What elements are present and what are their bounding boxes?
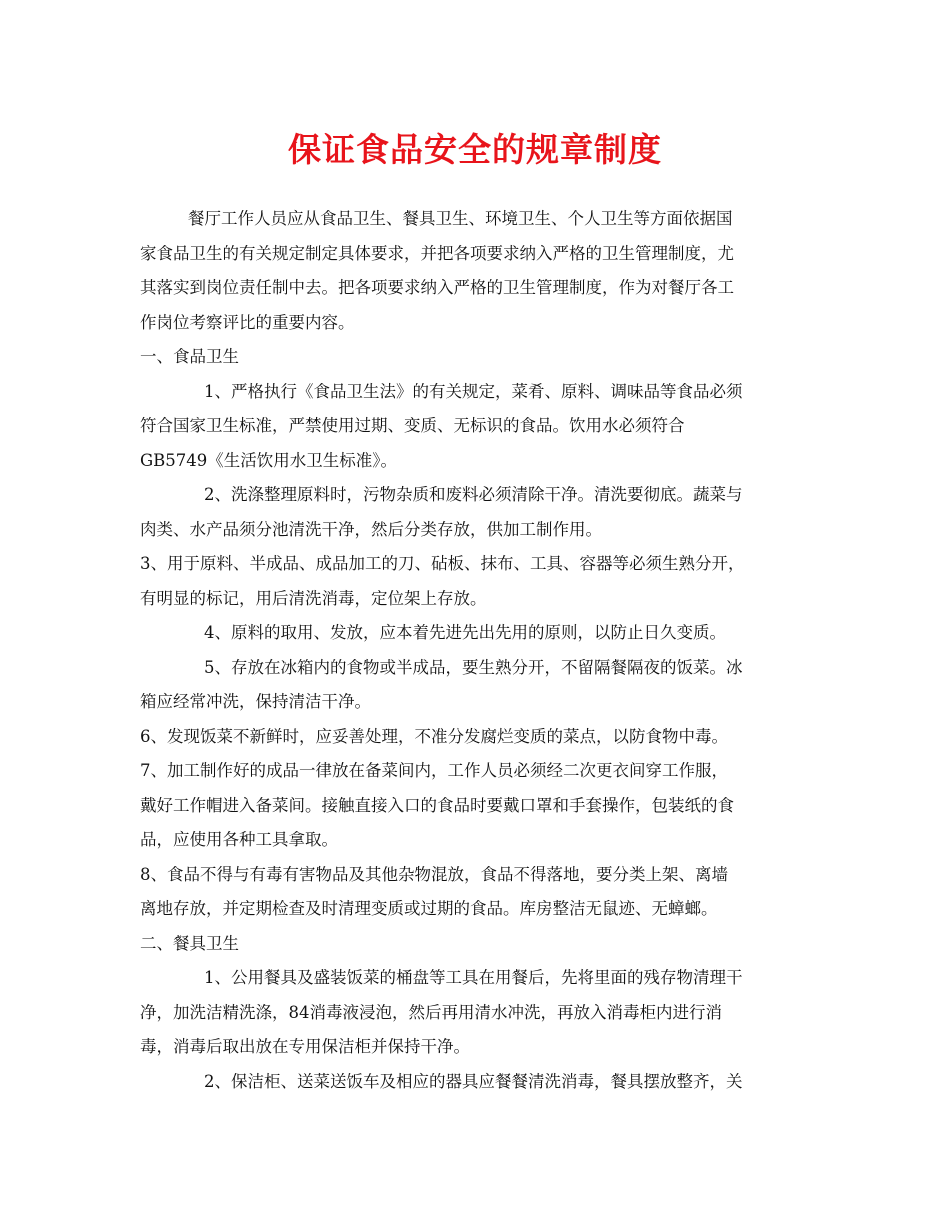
document-line: 肉类、水产品须分池清洗干净，然后分类存放，供加工制作用。 xyxy=(140,519,602,539)
document-line: 家食品卫生的有关规定制定具体要求，并把各项要求纳入严格的卫生管理制度，尤 xyxy=(140,243,734,263)
document-line: 3、用于原料、半成品、成品加工的刀、砧板、抹布、工具、容器等必须生熟分开， xyxy=(140,554,745,573)
document-line: 符合国家卫生标准，严禁使用过期、变质、无标识的食品。饮用水必须符合 xyxy=(140,416,685,435)
document-line: 一、食品卫生 xyxy=(140,347,239,366)
document-line: 1、公用餐具及盛装饭菜的桶盘等工具在用餐后，先将里面的残存物清理干 xyxy=(204,968,743,987)
document-line: 5、存放在冰箱内的食物或半成品，要生熟分开，不留隔餐隔夜的饭菜。冰 xyxy=(204,657,743,677)
document-line: 餐厅工作人员应从食品卫生、餐具卫生、环境卫生、个人卫生等方面依据国 xyxy=(188,209,733,228)
document-line: GB5749《生活饮用水卫生标准》。 xyxy=(140,450,398,470)
document-line: 7、加工制作好的成品一律放在备菜间内，工作人员必须经二次更衣间穿工作服， xyxy=(140,761,728,780)
document-line: 戴好工作帽进入备菜间。接触直接入口的食品时要戴口罩和手套操作，包装纸的食 xyxy=(140,795,734,815)
document-line: 6、发现饭菜不新鲜时，应妥善处理，不准分发腐烂变质的菜点，以防食物中毒。 xyxy=(140,726,728,746)
document-line: 二、餐具卫生 xyxy=(140,933,239,953)
document-line: 作岗位考察评比的重要内容。 xyxy=(140,312,355,332)
document-line: 离地存放，并定期检查及时清理变质或过期的食品。库房整洁无鼠迹、无蟑螂。 xyxy=(140,899,718,918)
document-line: 有明显的标记，用后清洗消毒，定位架上存放。 xyxy=(140,588,487,608)
document-line: 2、洗涤整理原料时，污物杂质和废料必须清除干净。清洗要彻底。蔬菜与 xyxy=(204,485,743,504)
document-line: 品，应使用各种工具拿取。 xyxy=(140,830,338,849)
document-line: 毒，消毒后取出放在专用保洁柜并保持干净。 xyxy=(140,1037,470,1056)
document-line: 净，加洗洁精洗涤，84消毒液浸泡，然后再用清水冲洗，再放入消毒柜内进行消 xyxy=(140,1002,722,1022)
document-line: 其落实到岗位责任制中去。把各项要求纳入严格的卫生管理制度，作为对餐厅各工 xyxy=(140,278,734,297)
document-line: 1、严格执行《食品卫生法》的有关规定，菜肴、原料、调味品等食品必须 xyxy=(204,381,743,401)
document-body xyxy=(140,202,812,1099)
document-title: 保证食品安全的规章制度 xyxy=(288,130,662,169)
document-line: 8、食品不得与有毒有害物品及其他杂物混放，食品不得落地，要分类上架、离墙 xyxy=(140,864,728,884)
document-line: 4、原料的取用、发放，应本着先进先出先用的原则，以防止日久变质。 xyxy=(204,623,726,642)
document-line: 2、保洁柜、送菜送饭车及相应的器具应餐餐清洗消毒，餐具摆放整齐，关 xyxy=(204,1071,743,1091)
document-line: 箱应经常冲洗，保持清洁干净。 xyxy=(140,692,371,711)
